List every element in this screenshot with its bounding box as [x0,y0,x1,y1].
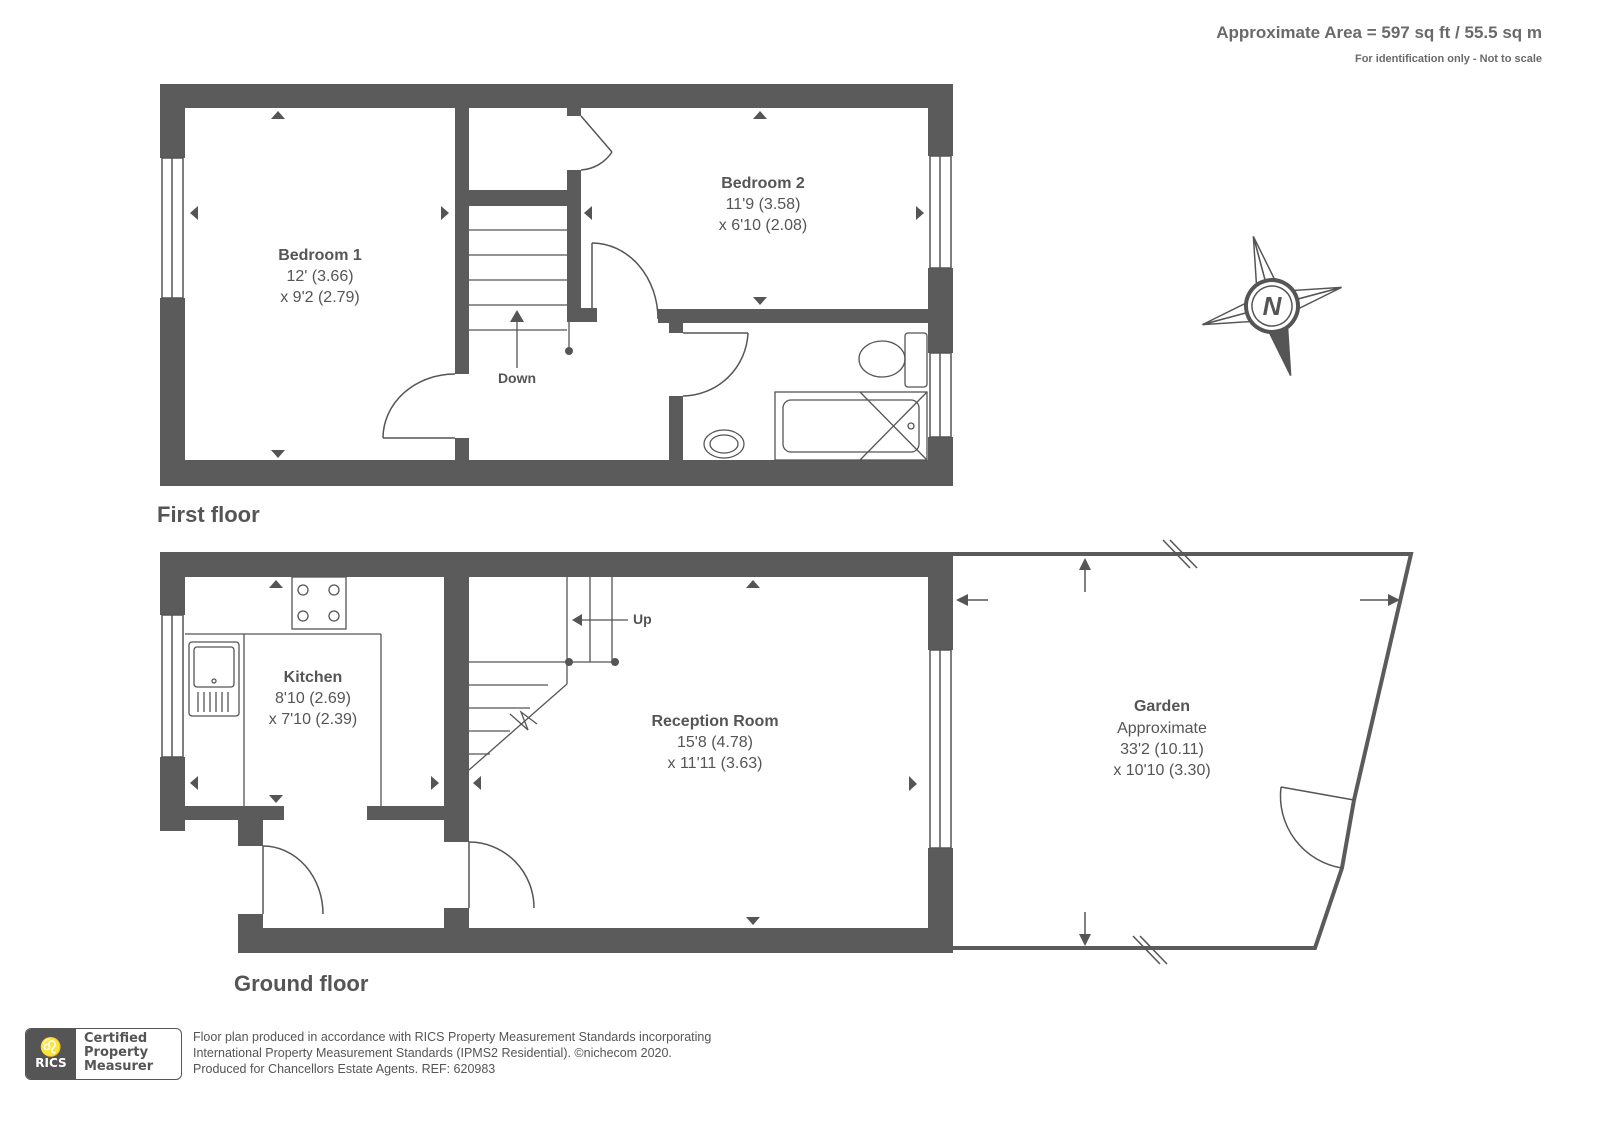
stairs-up-label: Up [633,611,652,627]
garden-approx: Approximate [1117,720,1207,737]
stairs-down-label: Down [497,370,537,386]
rics-lion-icon: ♌ [39,1037,63,1057]
footer-line-3: Produced for Chancellors Estate Agents. REF: 620983 [193,1062,496,1076]
ground-floor-label: Ground floor [234,971,369,996]
badge-line-3: Measurer [84,1059,154,1074]
compass-rose-icon [1184,218,1360,394]
rics-badge-text [76,1029,153,1079]
badge-line-1: Certified [84,1031,148,1046]
bedroom2-dim2: x 6'10 (2.08) [718,217,808,234]
ground-floor-plan [160,540,1411,964]
bedroom2-dim1: 11'9 (3.58) [725,196,801,213]
kitchen-dim2: x 7'10 (2.39) [268,711,358,728]
compass-north-letter: N [1262,291,1282,321]
garden-dim2: x 10'10 (3.30) [1113,762,1211,779]
kitchen-dim1: 8'10 (2.69) [275,690,351,707]
reception-room-name: Reception Room [651,713,779,730]
rics-brand-text: RICS [35,1056,67,1070]
bedroom1-name: Bedroom 1 [278,247,362,264]
first-floor-stairs [469,230,573,368]
first-floor-doors [383,116,748,438]
badge-line-2: Property [84,1045,149,1060]
first-floor-plan [160,84,953,486]
reception-room-dim1: 15'8 (4.78) [677,734,753,751]
reception-room-dim2: x 11'11 (3.63) [667,755,763,772]
bedroom1-dim2: x 9'2 (2.79) [280,289,360,306]
bedroom2-name: Bedroom 2 [721,175,805,192]
rics-logo [26,1029,76,1079]
approximate-area-title: Approximate Area = 597 sq ft / 55.5 sq m [1216,23,1542,42]
rics-certified-badge [25,1028,182,1080]
first-floor-label: First floor [157,502,260,527]
bedroom1-dim1: 12' (3.66) [286,268,354,285]
ground-floor-dimension-arrows [190,580,917,925]
garden-name: Garden [1133,698,1191,715]
footer-line-2: International Property Measurement Standards (IPMS2 Residential). ©nichecom 2020. [193,1046,672,1060]
ground-floor-walls [160,552,953,953]
ground-floor-stairs [469,577,628,770]
ground-floor-doors [263,842,534,914]
kitchen-name: Kitchen [283,669,343,686]
footer-line-1: Floor plan produced in accordance with RICS Property Measurement Standards incorporating [193,1030,712,1044]
scale-note: For identification only - Not to scale [1354,53,1542,65]
garden-dim1: 33'2 (10.11) [1120,741,1204,758]
bathroom-fixtures [704,333,927,460]
first-floor-walls [160,84,953,486]
footer-disclaimer [193,1029,711,1077]
